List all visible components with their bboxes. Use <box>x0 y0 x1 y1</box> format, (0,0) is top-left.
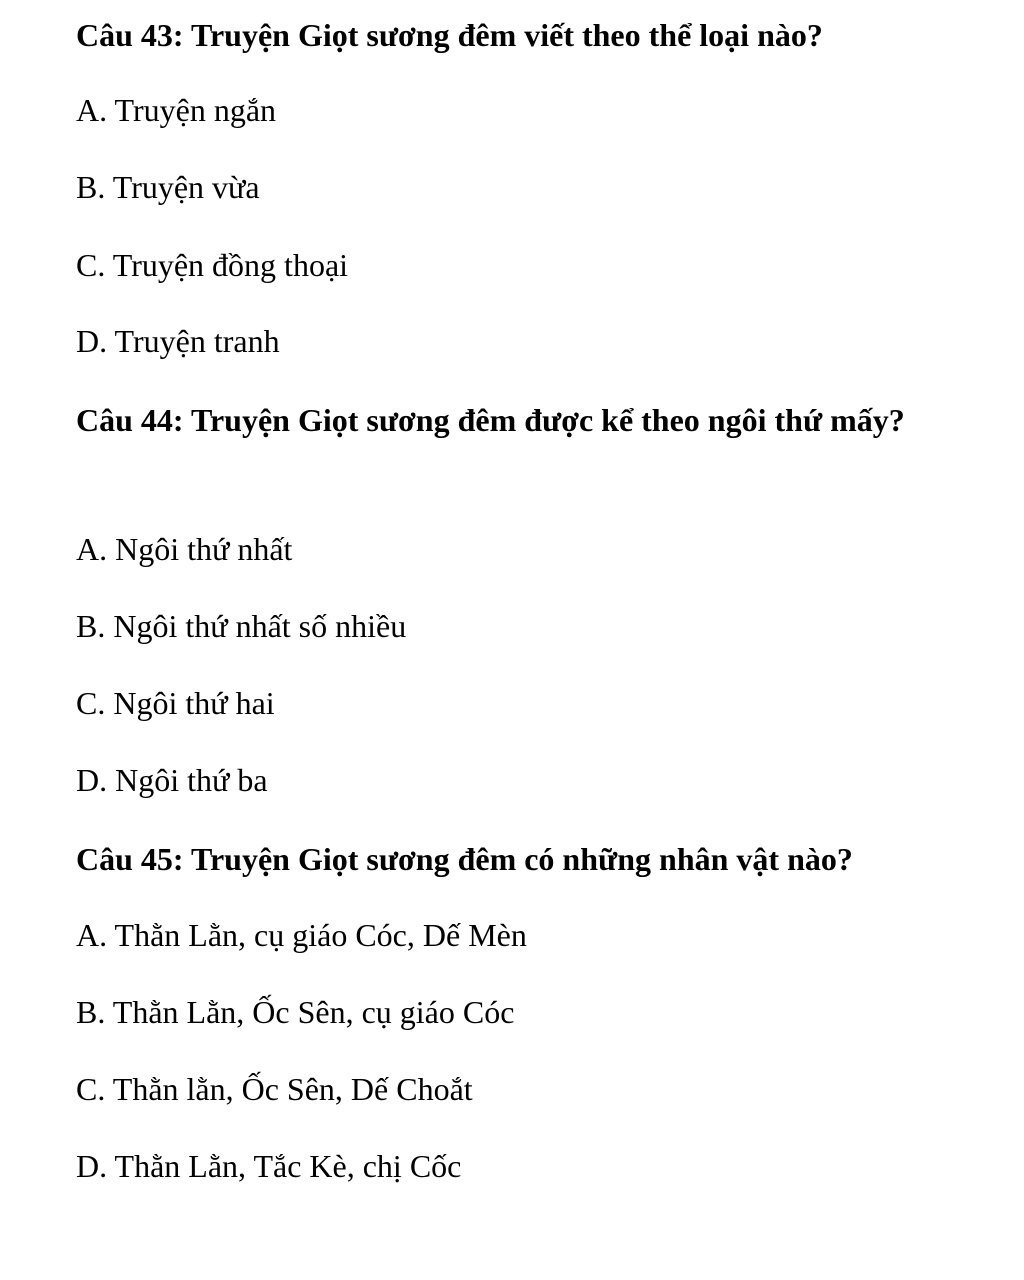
question-45-title: Câu 45: Truyện Giọt sương đêm có những nhân vật nào? <box>76 841 853 877</box>
question-45-option-a: A. Thằn Lằn, cụ giáo Cóc, Dế Mèn <box>76 917 527 953</box>
question-43-title: Câu 43: Truyện Giọt sương đêm viết theo thể loại nào? <box>76 17 823 53</box>
question-43-option-b: B. Truyện vừa <box>76 169 260 205</box>
question-44-title: Câu 44: Truyện Giọt sương đêm được kể theo ngôi thứ mấy? <box>76 402 905 438</box>
question-45-option-d: D. Thằn Lằn, Tắc Kè, chị Cốc <box>76 1148 462 1184</box>
question-44-option-a: A. Ngôi thứ nhất <box>76 531 293 567</box>
question-44-option-c: C. Ngôi thứ hai <box>76 685 275 721</box>
question-43-option-c: C. Truyện đồng thoại <box>76 247 349 283</box>
question-45-option-c: C. Thằn lằn, Ốc Sên, Dế Choắt <box>76 1071 473 1107</box>
question-44-option-b: B. Ngôi thứ nhất số nhiều <box>76 608 407 644</box>
question-43-option-d: D. Truyện tranh <box>76 323 280 359</box>
question-43-option-a: A. Truyện ngắn <box>76 92 277 128</box>
question-45-option-b: B. Thằn Lằn, Ốc Sên, cụ giáo Cóc <box>76 994 515 1030</box>
question-44-option-d: D. Ngôi thứ ba <box>76 762 268 798</box>
